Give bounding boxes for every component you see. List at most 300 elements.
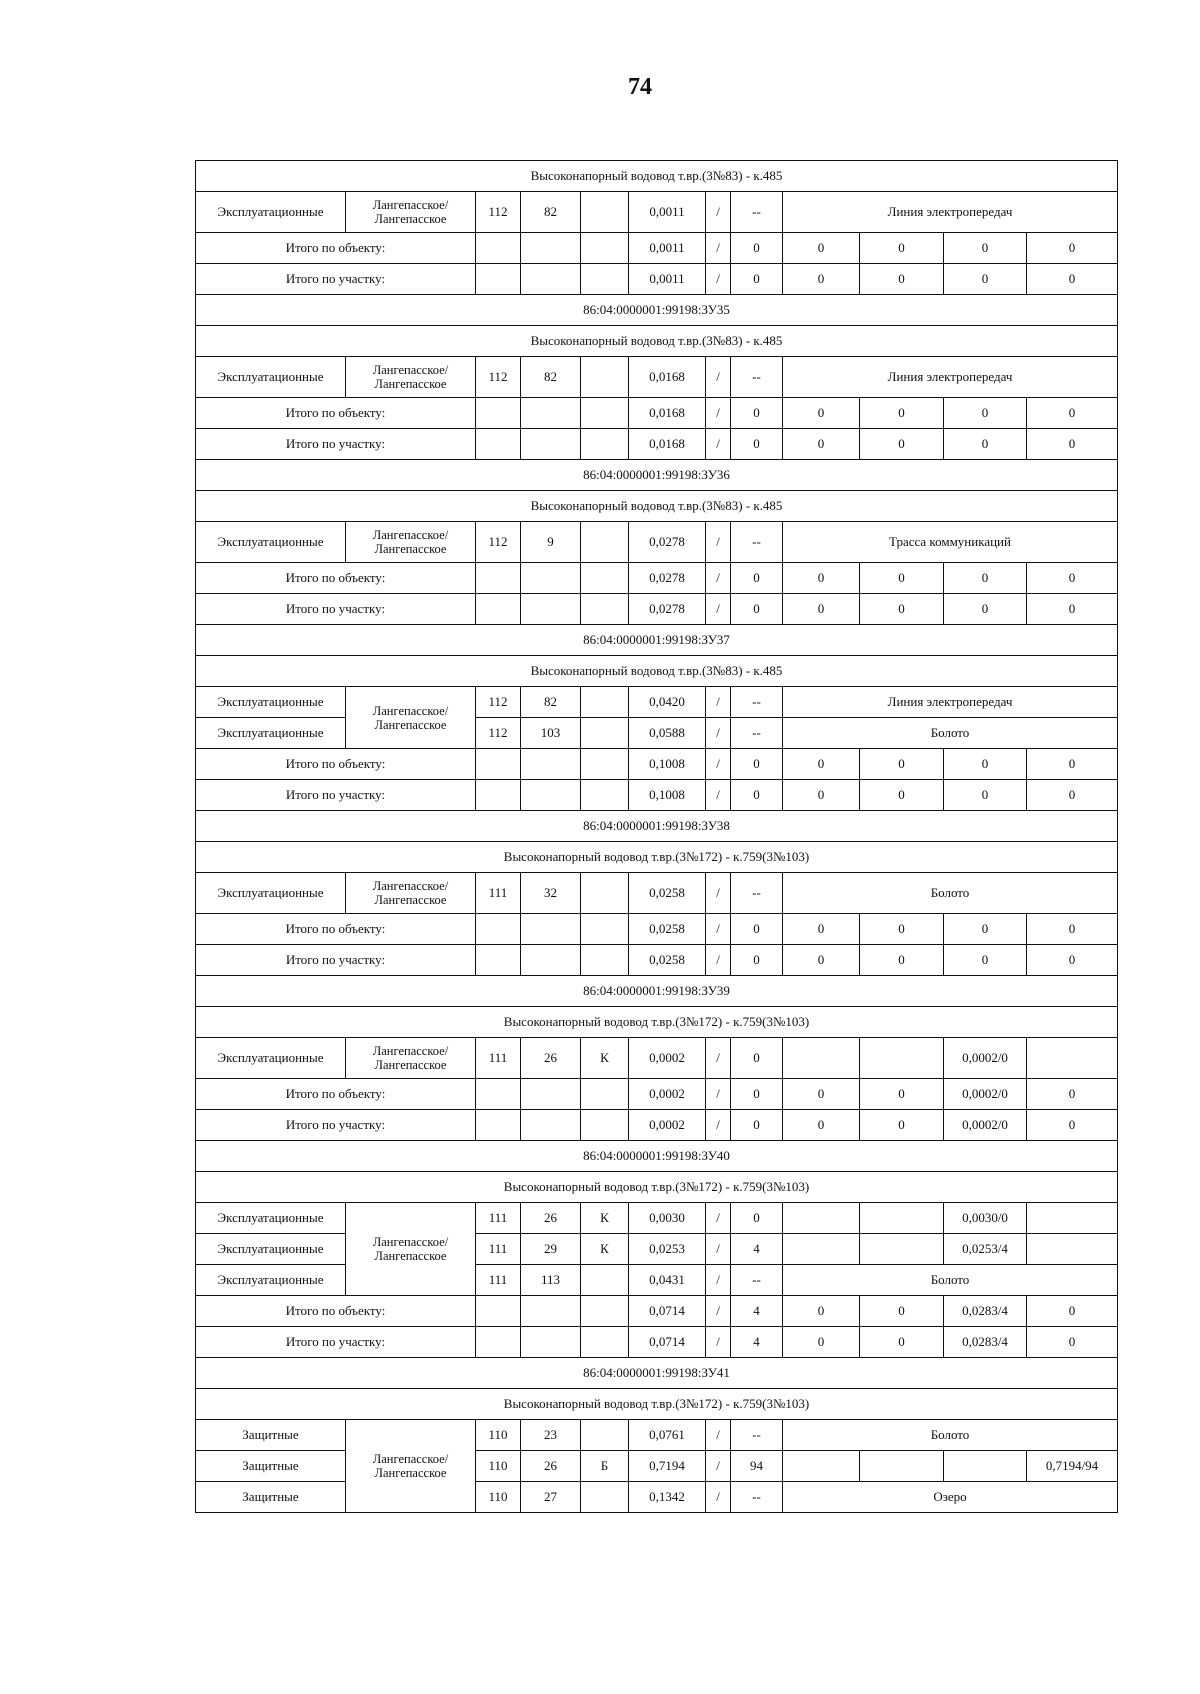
- total-value-cell-2: 0: [860, 749, 944, 780]
- total-row: [196, 264, 1118, 295]
- total-value-cell-1: 0: [783, 1327, 860, 1358]
- object-title-row: [196, 1172, 1118, 1203]
- separator-cell: /: [706, 1038, 731, 1079]
- total-value-cell-4: 0: [1027, 233, 1118, 264]
- volume-cell: --: [731, 687, 783, 718]
- separator-cell: /: [706, 1203, 731, 1234]
- total-row: [196, 945, 1118, 976]
- plot-cadastral-number: 86:04:0000001:99198:ЗУ36: [196, 460, 1118, 491]
- empty-cell: [521, 1327, 581, 1358]
- quarter-number-cell: 110: [476, 1420, 521, 1451]
- total-value-cell-2: 0: [860, 914, 944, 945]
- empty-cell: [581, 563, 629, 594]
- total-value-cell-3: 0: [944, 945, 1027, 976]
- value-cell-1: [783, 1203, 860, 1234]
- value-cell-2: [860, 1234, 944, 1265]
- compartment-number-cell: 82: [521, 192, 581, 233]
- value-cell-4: [1027, 1203, 1118, 1234]
- empty-cell: [581, 429, 629, 460]
- total-value-cell-3: 0: [944, 749, 1027, 780]
- forestry-name-cell: Лангепасское/ Лангепасское: [346, 687, 476, 749]
- value-cell-4: [1027, 1038, 1118, 1079]
- forest-quarter-row: [196, 1451, 1118, 1482]
- object-title-row: [196, 491, 1118, 522]
- forestry-name-cell: Лангепасское/ Лангепасское: [346, 522, 476, 563]
- compartment-number-cell: 82: [521, 687, 581, 718]
- total-value-cell-4: 0: [1027, 398, 1118, 429]
- area-cell: 0,0588: [629, 718, 706, 749]
- total-value-cell-2: 0: [860, 1110, 944, 1141]
- quarter-number-cell: 111: [476, 1038, 521, 1079]
- total-value-cell-1: 0: [783, 945, 860, 976]
- forest-category-cell: Эксплуатационные: [196, 1234, 346, 1265]
- separator-cell: /: [706, 398, 731, 429]
- area-cell: 0,0002: [629, 1038, 706, 1079]
- empty-cell: [581, 945, 629, 976]
- forestry-name-cell: Лангепасское/ Лангепасское: [346, 192, 476, 233]
- category-code-cell: [581, 687, 629, 718]
- area-cell: 0,0420: [629, 687, 706, 718]
- forest-quarter-row: [196, 1265, 1118, 1296]
- total-row: [196, 1110, 1118, 1141]
- forest-quarter-row: [196, 873, 1118, 914]
- area-cell: 0,1342: [629, 1482, 706, 1513]
- empty-cell: [521, 398, 581, 429]
- total-value-cell-3: 0,0002/0: [944, 1079, 1027, 1110]
- plot-id-row: [196, 811, 1118, 842]
- separator-cell: /: [706, 945, 731, 976]
- land-type-note-cell: Трасса коммуникаций: [783, 522, 1118, 563]
- page-number: 74: [628, 74, 652, 100]
- total-value-cell-3: 0: [944, 563, 1027, 594]
- empty-cell: [521, 945, 581, 976]
- total-volume-cell: 0: [731, 264, 783, 295]
- forest-category-cell: Эксплуатационные: [196, 522, 346, 563]
- total-value-cell-1: 0: [783, 233, 860, 264]
- object-title-row: [196, 326, 1118, 357]
- volume-cell: --: [731, 357, 783, 398]
- category-code-cell: [581, 718, 629, 749]
- total-area-cell: 0,0168: [629, 398, 706, 429]
- empty-cell: [521, 1079, 581, 1110]
- forest-category-cell: Эксплуатационные: [196, 1203, 346, 1234]
- forestry-name-cell: Лангепасское/ Лангепасское: [346, 1420, 476, 1513]
- category-code-cell: К: [581, 1038, 629, 1079]
- total-area-cell: 0,0002: [629, 1110, 706, 1141]
- land-type-note-cell: Линия электропередач: [783, 357, 1118, 398]
- total-value-cell-3: 0,0283/4: [944, 1296, 1027, 1327]
- total-row: [196, 594, 1118, 625]
- compartment-number-cell: 32: [521, 873, 581, 914]
- empty-cell: [476, 945, 521, 976]
- total-value-cell-1: 0: [783, 398, 860, 429]
- total-row: [196, 1327, 1118, 1358]
- compartment-number-cell: 26: [521, 1203, 581, 1234]
- total-area-cell: 0,0278: [629, 594, 706, 625]
- plot-cadastral-number: 86:04:0000001:99198:ЗУ40: [196, 1141, 1118, 1172]
- total-value-cell-3: 0: [944, 233, 1027, 264]
- total-value-cell-4: 0: [1027, 1079, 1118, 1110]
- separator-cell: /: [706, 233, 731, 264]
- empty-cell: [581, 398, 629, 429]
- total-volume-cell: 0: [731, 429, 783, 460]
- total-row: [196, 233, 1118, 264]
- total-value-cell-2: 0: [860, 780, 944, 811]
- forestry-name-cell: Лангепасское/ Лангепасское: [346, 357, 476, 398]
- separator-cell: /: [706, 563, 731, 594]
- volume-cell: 4: [731, 1234, 783, 1265]
- empty-cell: [476, 914, 521, 945]
- plot-id-row: [196, 976, 1118, 1007]
- empty-cell: [521, 749, 581, 780]
- empty-cell: [581, 233, 629, 264]
- forest-quarter-row: [196, 1482, 1118, 1513]
- total-value-cell-2: 0: [860, 264, 944, 295]
- forest-category-cell: Защитные: [196, 1420, 346, 1451]
- separator-cell: /: [706, 522, 731, 563]
- plot-cadastral-number: 86:04:0000001:99198:ЗУ41: [196, 1358, 1118, 1389]
- total-row: [196, 914, 1118, 945]
- quarter-number-cell: 112: [476, 192, 521, 233]
- object-title: Высоконапорный водовод т.вр.(3№172) - к.759(3№103): [196, 1172, 1118, 1203]
- category-code-cell: [581, 357, 629, 398]
- object-title: Высоконапорный водовод т.вр.(3№83) - к.485: [196, 326, 1118, 357]
- quarter-number-cell: 112: [476, 687, 521, 718]
- volume-cell: 0: [731, 1203, 783, 1234]
- plot-id-row: [196, 1141, 1118, 1172]
- land-type-note-cell: Болото: [783, 1265, 1118, 1296]
- area-cell: 0,7194: [629, 1451, 706, 1482]
- value-cell-2: [860, 1451, 944, 1482]
- empty-cell: [521, 594, 581, 625]
- total-volume-cell: 0: [731, 233, 783, 264]
- total-volume-cell: 0: [731, 749, 783, 780]
- empty-cell: [521, 1296, 581, 1327]
- object-title: Высоконапорный водовод т.вр.(3№83) - к.485: [196, 656, 1118, 687]
- total-value-cell-4: 0: [1027, 1296, 1118, 1327]
- separator-cell: /: [706, 687, 731, 718]
- empty-cell: [476, 1296, 521, 1327]
- total-area-cell: 0,0258: [629, 914, 706, 945]
- total-value-cell-3: 0,0283/4: [944, 1327, 1027, 1358]
- land-type-note-cell: Линия электропередач: [783, 192, 1118, 233]
- empty-cell: [476, 1327, 521, 1358]
- value-cell-4: 0,7194/94: [1027, 1451, 1118, 1482]
- compartment-number-cell: 26: [521, 1451, 581, 1482]
- total-value-cell-3: 0: [944, 398, 1027, 429]
- total-value-cell-1: 0: [783, 429, 860, 460]
- empty-cell: [581, 594, 629, 625]
- total-value-cell-1: 0: [783, 1296, 860, 1327]
- plot-cadastral-number: 86:04:0000001:99198:ЗУ39: [196, 976, 1118, 1007]
- total-volume-cell: 4: [731, 1296, 783, 1327]
- total-label: Итого по объекту:: [196, 563, 476, 594]
- total-value-cell-1: 0: [783, 749, 860, 780]
- forest-category-cell: Эксплуатационные: [196, 192, 346, 233]
- total-area-cell: 0,0002: [629, 1079, 706, 1110]
- empty-cell: [581, 780, 629, 811]
- empty-cell: [521, 233, 581, 264]
- quarter-number-cell: 112: [476, 522, 521, 563]
- plot-cadastral-number: 86:04:0000001:99198:ЗУ38: [196, 811, 1118, 842]
- forest-category-cell: Защитные: [196, 1482, 346, 1513]
- empty-cell: [476, 594, 521, 625]
- empty-cell: [476, 233, 521, 264]
- compartment-number-cell: 27: [521, 1482, 581, 1513]
- category-code-cell: Б: [581, 1451, 629, 1482]
- land-type-note-cell: Болото: [783, 1420, 1118, 1451]
- total-label: Итого по участку:: [196, 945, 476, 976]
- quarter-number-cell: 111: [476, 1265, 521, 1296]
- total-label: Итого по участку:: [196, 1110, 476, 1141]
- total-volume-cell: 4: [731, 1327, 783, 1358]
- total-value-cell-3: 0: [944, 780, 1027, 811]
- forest-category-cell: Защитные: [196, 1451, 346, 1482]
- plot-id-row: [196, 625, 1118, 656]
- empty-cell: [521, 1110, 581, 1141]
- volume-cell: --: [731, 522, 783, 563]
- plot-id-row: [196, 295, 1118, 326]
- total-value-cell-2: 0: [860, 945, 944, 976]
- total-value-cell-4: 0: [1027, 914, 1118, 945]
- total-volume-cell: 0: [731, 563, 783, 594]
- total-volume-cell: 0: [731, 945, 783, 976]
- separator-cell: /: [706, 594, 731, 625]
- total-value-cell-1: 0: [783, 780, 860, 811]
- value-cell-2: [860, 1038, 944, 1079]
- object-title: Высоконапорный водовод т.вр.(3№172) - к.759(3№103): [196, 842, 1118, 873]
- quarter-number-cell: 111: [476, 873, 521, 914]
- category-code-cell: [581, 192, 629, 233]
- empty-cell: [521, 429, 581, 460]
- volume-cell: --: [731, 1482, 783, 1513]
- category-code-cell: [581, 1265, 629, 1296]
- object-title-row: [196, 1007, 1118, 1038]
- total-value-cell-2: 0: [860, 1079, 944, 1110]
- plot-cadastral-number: 86:04:0000001:99198:ЗУ37: [196, 625, 1118, 656]
- total-value-cell-3: 0: [944, 914, 1027, 945]
- area-cell: 0,0011: [629, 192, 706, 233]
- quarter-number-cell: 112: [476, 357, 521, 398]
- empty-cell: [581, 1296, 629, 1327]
- total-value-cell-4: 0: [1027, 1327, 1118, 1358]
- total-area-cell: 0,0011: [629, 264, 706, 295]
- quarter-number-cell: 112: [476, 718, 521, 749]
- total-value-cell-4: 0: [1027, 780, 1118, 811]
- forest-quarter-row: [196, 687, 1118, 718]
- total-value-cell-4: 0: [1027, 429, 1118, 460]
- total-row: [196, 780, 1118, 811]
- forest-quarter-row: [196, 1234, 1118, 1265]
- empty-cell: [521, 563, 581, 594]
- total-value-cell-2: 0: [860, 233, 944, 264]
- area-cell: 0,0431: [629, 1265, 706, 1296]
- total-value-cell-4: 0: [1027, 749, 1118, 780]
- total-volume-cell: 0: [731, 1079, 783, 1110]
- separator-cell: /: [706, 192, 731, 233]
- total-area-cell: 0,0714: [629, 1327, 706, 1358]
- object-title: Высоконапорный водовод т.вр.(3№172) - к.759(3№103): [196, 1007, 1118, 1038]
- forestry-name-cell: Лангепасское/ Лангепасское: [346, 873, 476, 914]
- total-value-cell-1: 0: [783, 1110, 860, 1141]
- total-value-cell-2: 0: [860, 594, 944, 625]
- forest-quarter-row: [196, 1203, 1118, 1234]
- compartment-number-cell: 103: [521, 718, 581, 749]
- total-label: Итого по участку:: [196, 1327, 476, 1358]
- empty-cell: [476, 429, 521, 460]
- separator-cell: /: [706, 429, 731, 460]
- object-title-row: [196, 1389, 1118, 1420]
- quarter-number-cell: 110: [476, 1451, 521, 1482]
- forest-category-cell: Эксплуатационные: [196, 1265, 346, 1296]
- empty-cell: [476, 749, 521, 780]
- total-label: Итого по объекту:: [196, 1079, 476, 1110]
- plot-cadastral-number: 86:04:0000001:99198:ЗУ35: [196, 295, 1118, 326]
- object-title: Высоконапорный водовод т.вр.(3№172) - к.759(3№103): [196, 1389, 1118, 1420]
- land-type-note-cell: Болото: [783, 873, 1118, 914]
- total-row: [196, 749, 1118, 780]
- forest-quarter-row: [196, 192, 1118, 233]
- total-row: [196, 429, 1118, 460]
- total-value-cell-3: 0: [944, 429, 1027, 460]
- forestry-name-cell: Лангепасское/ Лангепасское: [346, 1038, 476, 1079]
- total-value-cell-2: 0: [860, 1296, 944, 1327]
- object-title-row: [196, 161, 1118, 192]
- total-area-cell: 0,1008: [629, 749, 706, 780]
- forest-quarter-row: [196, 1420, 1118, 1451]
- object-title-row: [196, 842, 1118, 873]
- separator-cell: /: [706, 1296, 731, 1327]
- volume-cell: --: [731, 1420, 783, 1451]
- forest-quarter-row: [196, 718, 1118, 749]
- empty-cell: [476, 1079, 521, 1110]
- area-cell: 0,0030: [629, 1203, 706, 1234]
- separator-cell: /: [706, 718, 731, 749]
- object-title: Высоконапорный водовод т.вр.(3№83) - к.485: [196, 161, 1118, 192]
- empty-cell: [581, 914, 629, 945]
- total-value-cell-4: 0: [1027, 594, 1118, 625]
- total-area-cell: 0,0714: [629, 1296, 706, 1327]
- separator-cell: /: [706, 914, 731, 945]
- total-row: [196, 398, 1118, 429]
- category-code-cell: К: [581, 1234, 629, 1265]
- compartment-number-cell: 29: [521, 1234, 581, 1265]
- forest-quarter-row: [196, 522, 1118, 563]
- total-area-cell: 0,0258: [629, 945, 706, 976]
- empty-cell: [581, 1327, 629, 1358]
- total-area-cell: 0,0011: [629, 233, 706, 264]
- empty-cell: [581, 749, 629, 780]
- separator-cell: /: [706, 1482, 731, 1513]
- category-code-cell: [581, 522, 629, 563]
- area-cell: 0,0761: [629, 1420, 706, 1451]
- separator-cell: /: [706, 1110, 731, 1141]
- category-code-cell: К: [581, 1203, 629, 1234]
- total-label: Итого по участку:: [196, 429, 476, 460]
- value-cell-2: [860, 1203, 944, 1234]
- value-cell-1: [783, 1038, 860, 1079]
- compartment-number-cell: 26: [521, 1038, 581, 1079]
- area-cell: 0,0278: [629, 522, 706, 563]
- forest-quarter-row: [196, 357, 1118, 398]
- separator-cell: /: [706, 1265, 731, 1296]
- total-area-cell: 0,0168: [629, 429, 706, 460]
- category-code-cell: [581, 1420, 629, 1451]
- total-label: Итого по участку:: [196, 780, 476, 811]
- forest-category-cell: Эксплуатационные: [196, 718, 346, 749]
- value-cell-3: 0,0002/0: [944, 1038, 1027, 1079]
- object-title: Высоконапорный водовод т.вр.(3№83) - к.485: [196, 491, 1118, 522]
- separator-cell: /: [706, 1327, 731, 1358]
- total-label: Итого по объекту:: [196, 233, 476, 264]
- value-cell-3: 0,0253/4: [944, 1234, 1027, 1265]
- total-label: Итого по участку:: [196, 594, 476, 625]
- total-volume-cell: 0: [731, 914, 783, 945]
- value-cell-1: [783, 1451, 860, 1482]
- quarter-number-cell: 111: [476, 1203, 521, 1234]
- area-cell: 0,0168: [629, 357, 706, 398]
- land-type-note-cell: Болото: [783, 718, 1118, 749]
- volume-cell: --: [731, 192, 783, 233]
- total-value-cell-4: 0: [1027, 1110, 1118, 1141]
- plot-id-row: [196, 460, 1118, 491]
- total-row: [196, 1296, 1118, 1327]
- total-volume-cell: 0: [731, 398, 783, 429]
- forest-category-cell: Эксплуатационные: [196, 357, 346, 398]
- total-value-cell-1: 0: [783, 563, 860, 594]
- separator-cell: /: [706, 1234, 731, 1265]
- object-title-row: [196, 656, 1118, 687]
- empty-cell: [521, 780, 581, 811]
- forest-category-cell: Эксплуатационные: [196, 1038, 346, 1079]
- category-code-cell: [581, 1482, 629, 1513]
- empty-cell: [476, 780, 521, 811]
- separator-cell: /: [706, 749, 731, 780]
- total-label: Итого по объекту:: [196, 914, 476, 945]
- value-cell-4: [1027, 1234, 1118, 1265]
- empty-cell: [581, 1079, 629, 1110]
- forest-category-cell: Эксплуатационные: [196, 873, 346, 914]
- separator-cell: /: [706, 1079, 731, 1110]
- volume-cell: 94: [731, 1451, 783, 1482]
- total-value-cell-4: 0: [1027, 945, 1118, 976]
- empty-cell: [521, 264, 581, 295]
- total-value-cell-4: 0: [1027, 563, 1118, 594]
- land-plot-table: [195, 160, 1118, 1513]
- volume-cell: --: [731, 1265, 783, 1296]
- area-cell: 0,0253: [629, 1234, 706, 1265]
- empty-cell: [476, 563, 521, 594]
- compartment-number-cell: 113: [521, 1265, 581, 1296]
- separator-cell: /: [706, 873, 731, 914]
- total-value-cell-1: 0: [783, 264, 860, 295]
- volume-cell: 0: [731, 1038, 783, 1079]
- value-cell-3: 0,0030/0: [944, 1203, 1027, 1234]
- total-volume-cell: 0: [731, 780, 783, 811]
- quarter-number-cell: 111: [476, 1234, 521, 1265]
- empty-cell: [521, 914, 581, 945]
- total-value-cell-3: 0: [944, 264, 1027, 295]
- total-value-cell-1: 0: [783, 594, 860, 625]
- value-cell-3: [944, 1451, 1027, 1482]
- plot-id-row: [196, 1358, 1118, 1389]
- total-row: [196, 563, 1118, 594]
- total-value-cell-3: 0: [944, 594, 1027, 625]
- category-code-cell: [581, 873, 629, 914]
- total-volume-cell: 0: [731, 594, 783, 625]
- total-value-cell-2: 0: [860, 429, 944, 460]
- total-row: [196, 1079, 1118, 1110]
